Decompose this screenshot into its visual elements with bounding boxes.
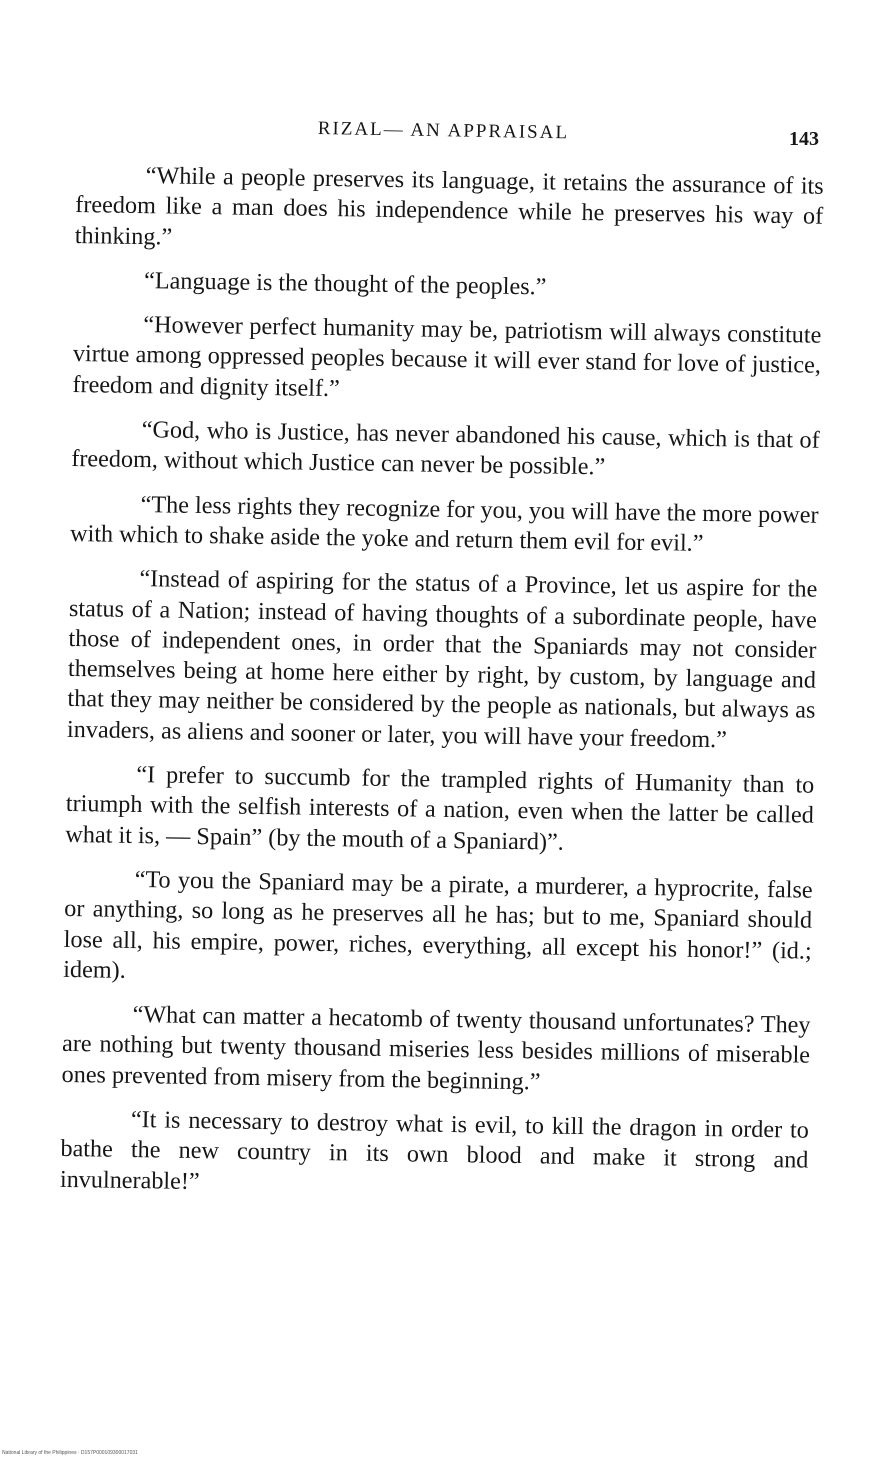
quote-paragraph-8: “To you the Spaniard may be a pirate, a murderer, a hyprocrite, false or anything, so long as he preserves all he has; but to me, Spaniard should lose all, his empire, power, riches, everything, all except his honor!” (id.; idem).	[63, 865, 813, 984]
body-text	[60, 160, 824, 1221]
running-title: RIZAL— AN APPRAISAL	[317, 118, 570, 144]
quote-paragraph-9: “What can matter a hecatomb of twenty thousand unfortunates? They are nothing but twenty thousand miseries less besides millions of miserable ones prevented from misery from the beginning.”	[61, 1001, 811, 1096]
quote-paragraph-4: “God, who is Justice, has never abandoned his cause, which is that of freedom, without which Justice can never be possible.”	[71, 416, 820, 481]
quote-paragraph-10: “It is necessary to destroy what is evil, to kill the dragon in order to bathe the new country in its own blood and make it strong and invulnerable!”	[59, 1105, 810, 1195]
page-number: 143	[789, 128, 819, 150]
running-head	[0, 112, 886, 152]
quote-paragraph-6: “Instead of aspiring for the status of a Province, let us aspire for the status of a Nation; instead of having thoughts of a subordinate people, have those of independent ones, in order that the Spaniards may not consider themselves being at home here either by right, by custom, by language and that they may neither be considered by the people as nationals, but always as invaders, as aliens and sooner or later, you will have your freedom.”	[66, 565, 818, 754]
quote-paragraph-7: “I prefer to succumb for the trampled rights of Humanity than to triumph with the selfish interests of a nation, even when the latter be called what it is, — Spain” (by the mouth of a Spaniard)”.	[65, 761, 815, 856]
quote-paragraph-5: “The less rights they recognize for you, you will have the more power with which to shake aside the yoke and return them evil for evil.”	[69, 490, 819, 557]
quote-paragraph-1: “While a people preserves its language, it retains the assurance of its freedom like a man does his independence while he preserves his way of thinking.”	[74, 162, 824, 251]
quote-paragraph-3: “However perfect humanity may be, patriotism will always constitute virtue among oppressed peoples because it will ever stand for love of justice, freedom and dignity itself.”	[72, 311, 822, 402]
source-watermark: National Library of the Philippines · D157P000109300017031	[2, 1450, 138, 1456]
quote-paragraph-2: “Language is the thought of the peoples.”	[143, 266, 547, 301]
